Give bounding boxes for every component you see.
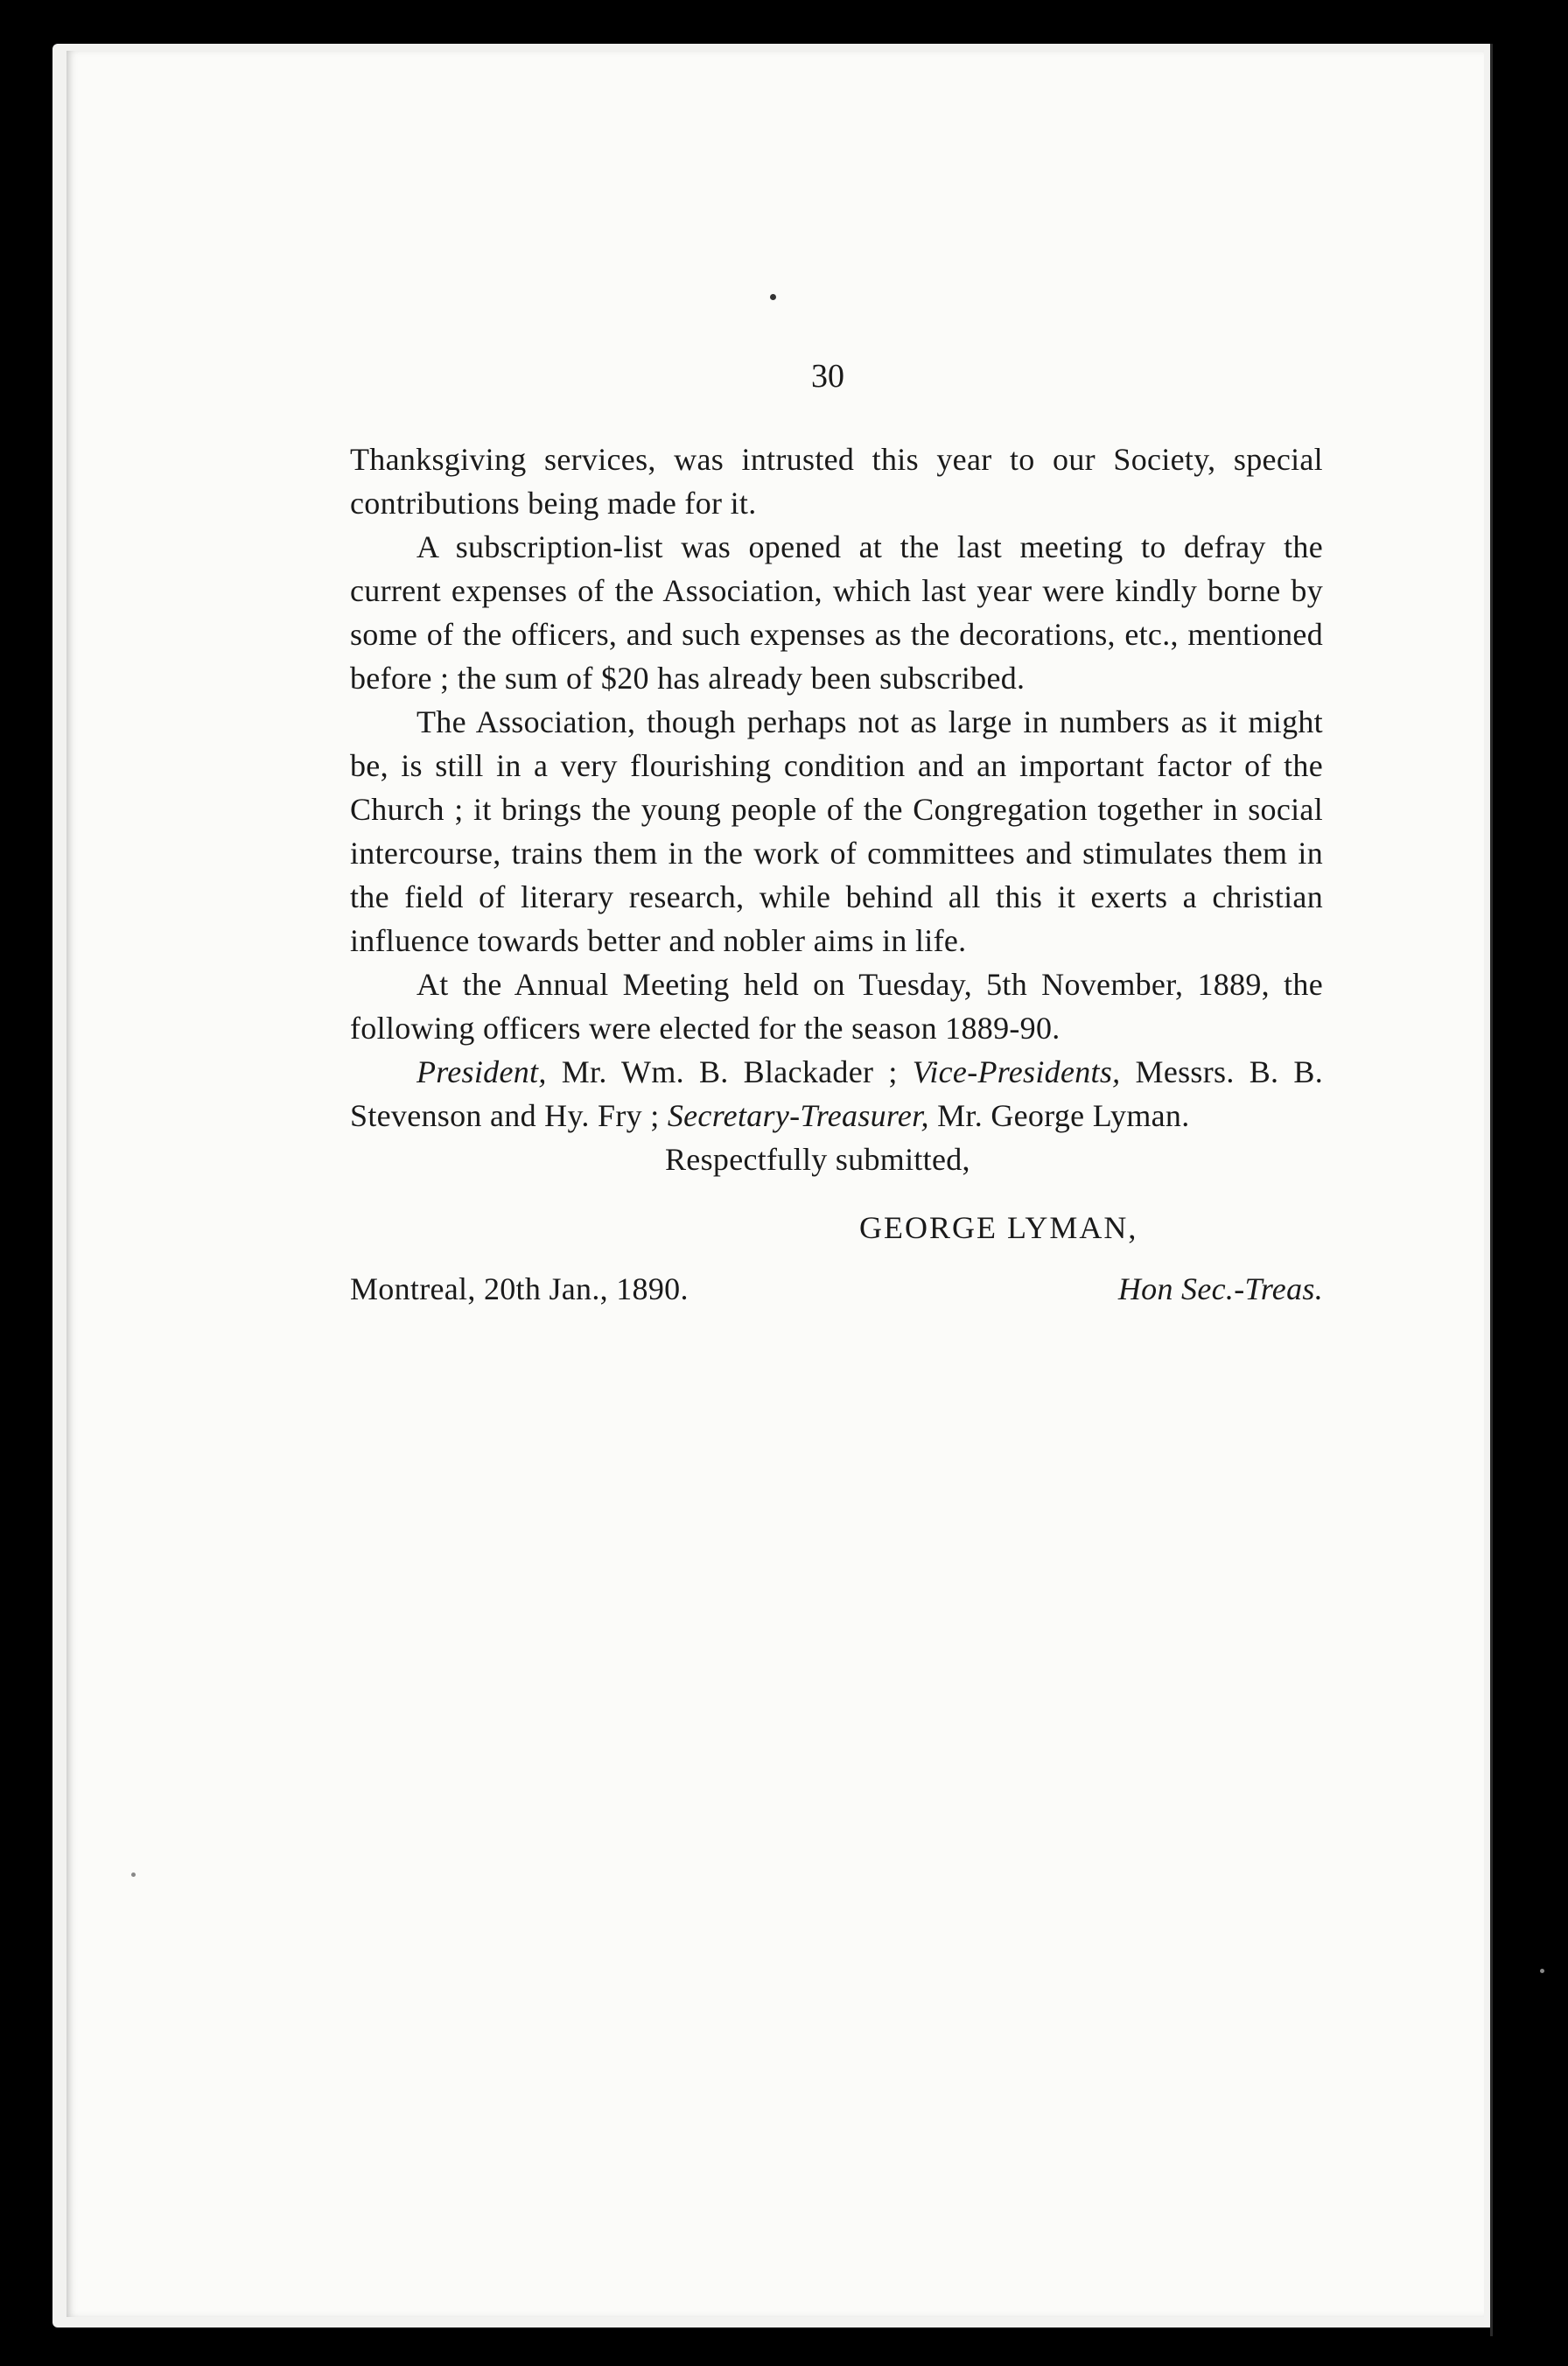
page-number: 30 xyxy=(811,358,844,395)
secretary-treasurer-name: Mr. George Lyman. xyxy=(928,1098,1190,1133)
scan-speck xyxy=(131,1872,136,1877)
paragraph-annual-meeting: At the Annual Meeting held on Tuesday, 5th November, 1889, the following officers were elected for the season 1889-90. xyxy=(350,967,1323,1046)
closing-salutation: Respectfully submitted, xyxy=(665,1142,970,1177)
president-name: Mr. Wm. B. Blackader ; xyxy=(546,1054,913,1089)
scan-margin-right xyxy=(1493,0,1568,2366)
vice-presidents-title: Vice-Presidents, xyxy=(912,1054,1121,1089)
paragraph-officers xyxy=(350,1050,1323,1138)
secretary-treasurer-title: Secretary-Treasurer, xyxy=(667,1098,929,1133)
document-body xyxy=(350,438,1323,1311)
paragraph-association: The Association, though perhaps not as large in numbers as it might be, is still in a very flourishing condition and an important factor of the Church ; it brings the young people of the Congregation together in social intercourse, trains them in the work of committees and stimulates them in the field of literary research, while behind all this it exerts a christian influence towards better and nobler aims in life. xyxy=(350,704,1323,958)
footer-row xyxy=(350,1267,1323,1311)
paragraph-continued: Thanksgiving services, was intrusted this year to our Society, special contributions being made for it. xyxy=(350,442,1323,521)
scan-speck xyxy=(770,294,776,300)
paragraph-subscription: A subscription-list was opened at the last meeting to defray the current expenses of the Association, which last year were kindly borne by some of the officers, and such expenses as the decorations, etc., mentioned before ; the sum of $20 has already been subscribed. xyxy=(350,529,1323,696)
signer-title: Hon Sec.-Treas. xyxy=(1117,1271,1323,1306)
president-title: President, xyxy=(416,1054,547,1089)
scan-speck xyxy=(1540,1969,1544,1973)
signature-name: GEORGE LYMAN, xyxy=(859,1210,1138,1245)
place-and-date: Montreal, 20th Jan., 1890. xyxy=(350,1271,689,1306)
vice-presidents-names: Messrs. B. B. Stevenson and Hy. Fry ; xyxy=(350,1054,1323,1133)
